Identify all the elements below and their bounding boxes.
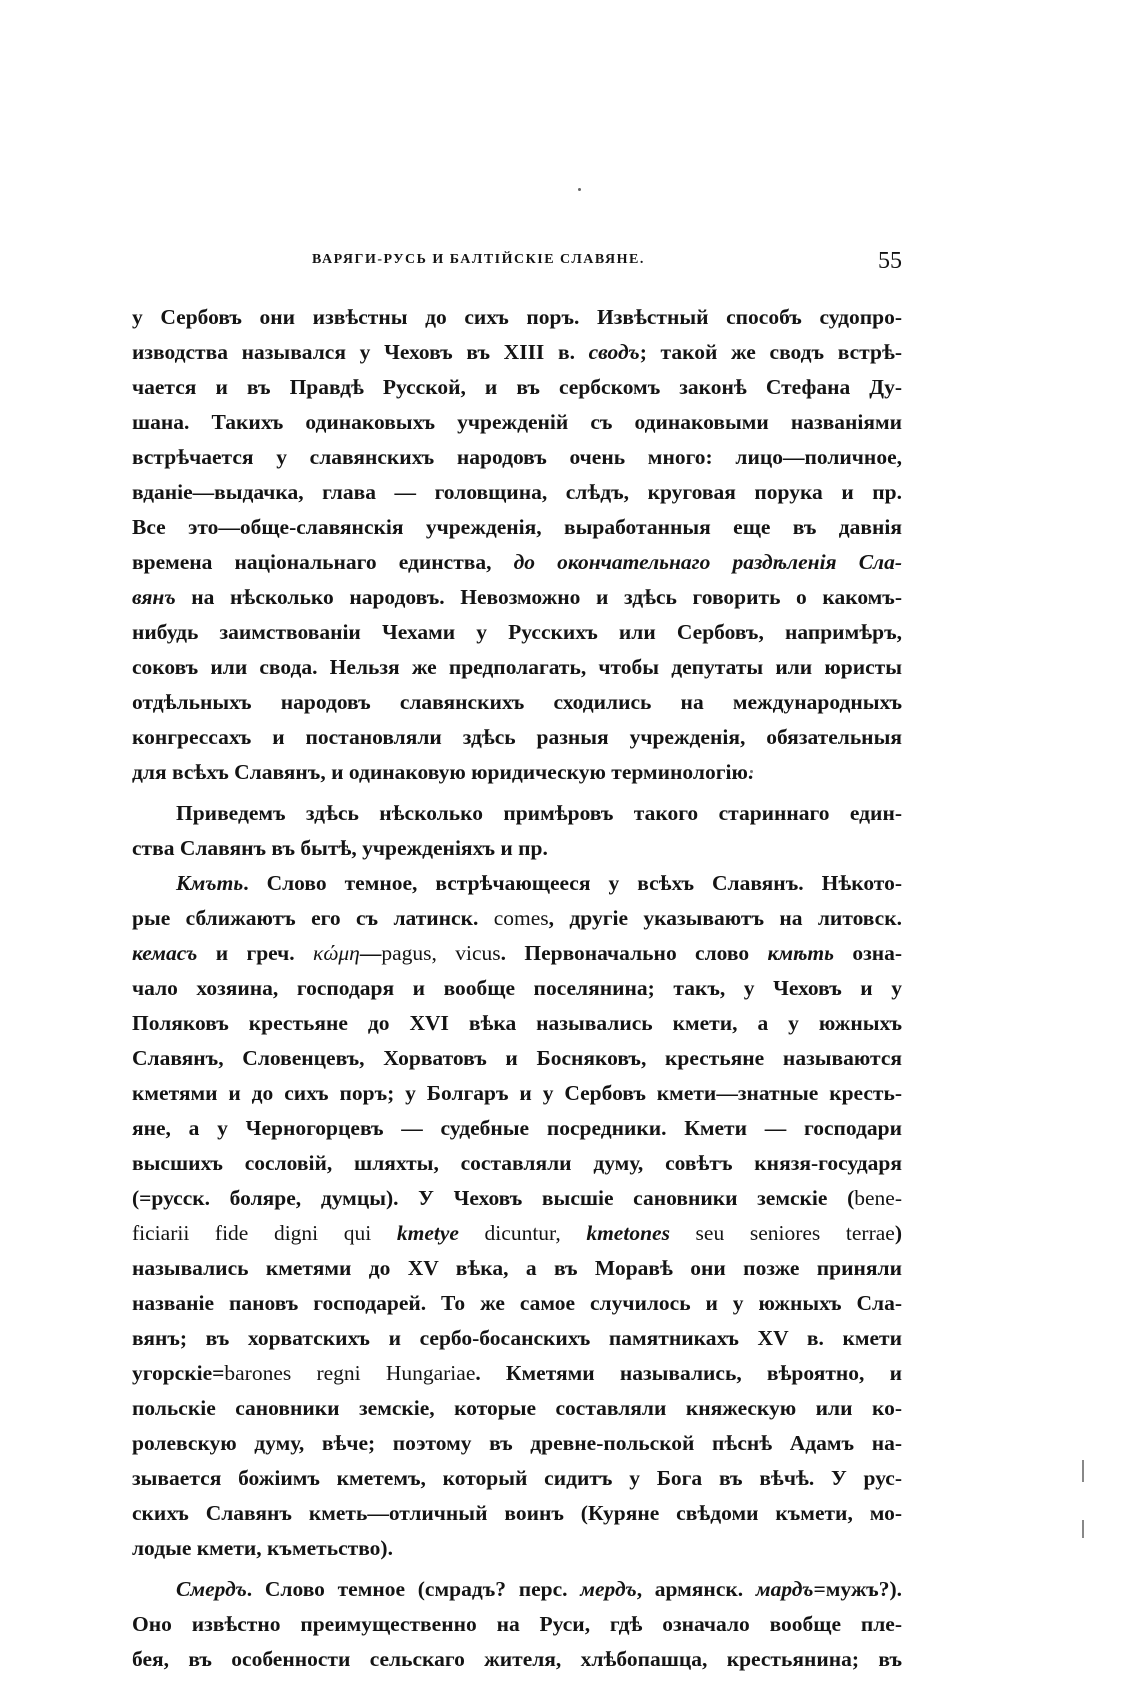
text-line: (=русск. боляре, думцы). У Чеховъ высшіе сановники земскіе (bene- bbox=[132, 1186, 902, 1210]
text-line: вянъ на нѣсколько народовъ. Невозможно и здѣсь говорить о какомъ- bbox=[132, 585, 902, 609]
text-line: высшихъ сословій, шляхты, составляли думу, совѣтъ князя-государя bbox=[132, 1151, 902, 1175]
scan-speck bbox=[578, 188, 581, 191]
margin-scan-mark bbox=[1082, 1520, 1084, 1538]
text-line: вданіе—выдачка, глава — головщина, слѣдъ, круговая порука и пр. bbox=[132, 480, 902, 504]
text-line: зывается божіимъ кметемъ, который сидитъ у Бога въ вѣчѣ. У рус- bbox=[132, 1466, 902, 1490]
text-line: чало хозяина, господаря и вообще поселянина; такъ, у Чеховъ и у bbox=[132, 976, 902, 1000]
text-line: Поляковъ крестьяне до XVI вѣка назывались кмети, а у южныхъ bbox=[132, 1011, 902, 1035]
margin-scan-mark bbox=[1082, 1460, 1084, 1482]
text-line: польскіе сановники земскіе, которые составляли княжескую или ко- bbox=[132, 1396, 902, 1420]
text-line: назывались кметями до XV вѣка, а въ Моравѣ они позже приняли bbox=[132, 1256, 902, 1280]
term-smerd: Смердъ bbox=[176, 1577, 247, 1601]
text-line: отдѣльныхъ народовъ славянскихъ сходились на международныхъ bbox=[132, 690, 902, 714]
text-line: названіе пановъ господарей. То же самое случилось и у южныхъ Сла- bbox=[132, 1291, 902, 1315]
text-line: Приведемъ здѣсь нѣсколько примѣровъ такого стариннаго един- bbox=[176, 801, 902, 825]
text-line: соковъ или свода. Нельзя же предполагать, чтобы депутаты или юристы bbox=[132, 655, 902, 679]
text-line: конгрессахъ и постановляли здѣсь разныя учрежденія, обязательныя bbox=[132, 725, 902, 749]
text-line: изводства назывался у Чеховъ въ XIII в. сводъ; такой же сводъ встрѣ- bbox=[132, 340, 902, 364]
text-line: у Сербовъ они извѣстны до сихъ поръ. Извѣстный способъ судопро- bbox=[132, 305, 902, 329]
text-line: кемасъ и греч. κώμη—pagus, vicus. Первоначально слово кмѣть озна- bbox=[132, 941, 902, 965]
text-line: шана. Такихъ одинаковыхъ учрежденій съ одинаковыми названіями bbox=[132, 410, 902, 434]
text-line: чается и въ Правдѣ Русской, и въ сербскомъ законѣ Стефана Ду- bbox=[132, 375, 902, 399]
running-head bbox=[132, 248, 902, 278]
text-line: рые сближаютъ его съ латинск. comes, другіе указываютъ на литовск. bbox=[132, 906, 902, 930]
text-line: Смердъ. Слово темное (смрадъ? перс. мердъ, армянск. мардъ=мужъ?). bbox=[176, 1577, 902, 1601]
text-line: вянъ; въ хорватскихъ и сербо-босанскихъ памятникахъ XV в. кмети bbox=[132, 1326, 902, 1350]
text-line: лодые кмети, къметьство). bbox=[132, 1536, 393, 1560]
text-line: Кмъть. Слово темное, встрѣчающееся у всѣхъ Славянъ. Нѣкото- bbox=[176, 871, 902, 895]
text-line: ства Славянъ въ бытѣ, учрежденіяхъ и пр. bbox=[132, 836, 548, 860]
text-line: Славянъ, Словенцевъ, Хорватовъ и Босняковъ, крестьяне называются bbox=[132, 1046, 902, 1070]
text-line: для всѣхъ Славянъ, и одинаковую юридическую терминологію. bbox=[132, 760, 754, 784]
text-line: кметями и до сихъ поръ; у Болгаръ и у Сербовъ кмети—знатные кресть- bbox=[132, 1081, 902, 1105]
term-kmet: Кмъть bbox=[176, 871, 244, 895]
text-line: яне, а у Черногорцевъ — судебные посредники. Кмети — господари bbox=[132, 1116, 902, 1140]
text-line: бея, въ особенности сельскаго жителя, хлѣбопашца, крестьянина; въ bbox=[132, 1647, 902, 1671]
body-text bbox=[132, 300, 902, 1677]
text-line: встрѣчается у славянскихъ народовъ очень много: лицо—поличное, bbox=[132, 445, 902, 469]
text-line: скихъ Славянъ кметь—отличный воинъ (Куряне свѣдоми къмети, мо- bbox=[132, 1501, 902, 1525]
page-number: 55 bbox=[878, 248, 902, 274]
running-title: ВАРЯГИ-РУСЬ И БАЛТІЙСКІЕ СЛАВЯНЕ. bbox=[312, 252, 645, 267]
text-line: ficiarii fide digni qui kmetye dicuntur, kmetones seu seniores terrae) bbox=[132, 1221, 902, 1245]
text-line: Оно извѣстно преимущественно на Руси, гдѣ означало вообще пле- bbox=[132, 1612, 902, 1636]
text-line: времена національнаго единства, до окончательнаго раздѣленія Сла- bbox=[132, 550, 902, 574]
text-line: Все это—обще-славянскія учрежденія, выработанныя еще въ давнія bbox=[132, 515, 902, 539]
text-line: угорскіе=barones regni Hungariae. Кметями назывались, вѣроятно, и bbox=[132, 1361, 902, 1385]
text-line: нибудь заимствованіи Чехами у Русскихъ или Сербовъ, напримѣръ, bbox=[132, 620, 902, 644]
text-line: ролевскую думу, вѣче; поэтому въ древне-польской пѣснѣ Адамъ на- bbox=[132, 1431, 902, 1455]
